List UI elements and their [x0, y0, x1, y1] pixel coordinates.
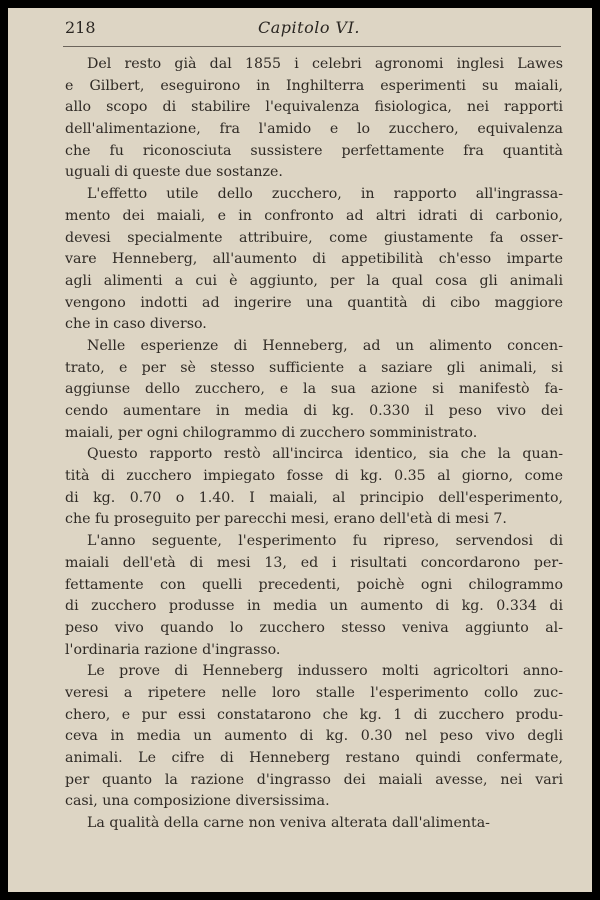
- text-line: vengono indotti ad ingerire una quantità di cibo maggiore: [65, 294, 563, 311]
- text-line: Del resto già dal 1855 i celebri agronomi inglesi Lawes: [87, 56, 563, 72]
- body-text: [65, 54, 563, 835]
- text-line: agli alimenti a cui è aggiunto, per la qual cosa gli animali: [65, 272, 563, 289]
- text-line: L'effetto utile dello zucchero, in rapporto all'ingrassa-: [87, 186, 563, 203]
- text-line: Questo rapporto restò all'incirca identico, sia che la quan-: [87, 446, 563, 463]
- page-scan: [8, 8, 592, 892]
- text-line: chero, e pur essi constatarono che kg. 1 di zucchero produ-: [65, 706, 563, 723]
- text-line: Nelle esperienze di Henneberg, ad un alimento concen-: [87, 337, 563, 354]
- text-line: l'ordinaria razione d'ingrasso.: [65, 641, 281, 658]
- text-line: maiali dell'età di mesi 13, ed i risultati concordarono per-: [65, 554, 563, 571]
- text-line: maiali, per ogni chilogrammo di zucchero somministrato.: [65, 424, 478, 441]
- text-line: trato, e per sè stesso sufficiente a saziare gli animali, si: [65, 359, 563, 376]
- text-line: che fu proseguito per parecchi mesi, erano dell'età di mesi 7.: [65, 511, 507, 528]
- text-line: vare Henneberg, all'aumento di appetibilità ch'esso imparte: [65, 251, 563, 268]
- text-line: e Gilbert, eseguirono in Inghilterra esperimenti su maiali,: [65, 77, 563, 94]
- page-number: 218: [65, 18, 96, 37]
- text-line: uguali di queste due sostanze.: [65, 164, 283, 181]
- text-line: veresi a ripetere nelle loro stalle l'esperimento collo zuc-: [65, 684, 563, 701]
- text-line: di zucchero produsse in media un aumento di kg. 0.334 di: [65, 598, 563, 615]
- text-line: dell'alimentazione, fra l'amido e lo zucchero, equivalenza: [65, 121, 563, 138]
- text-line: L'anno seguente, l'esperimento fu ripreso, servendosi di: [87, 533, 563, 550]
- text-line: casi, una composizione diversissima.: [65, 793, 330, 810]
- text-line: Le prove di Henneberg indussero molti agricoltori anno-: [87, 663, 563, 680]
- text-line: per quanto la razione d'ingrasso dei maiali avesse, nei vari: [65, 771, 563, 788]
- text-line: La qualità della carne non veniva alterata dall'alimenta-: [87, 815, 490, 832]
- text-line: fettamente con quelli precedenti, poichè ogni chilogrammo: [65, 576, 563, 593]
- running-head: Capitolo VI.: [258, 18, 360, 37]
- text-line: che in caso diverso.: [65, 316, 207, 333]
- header-rule: [63, 46, 561, 47]
- text-line: cendo aumentare in media di kg. 0.330 il peso vivo dei: [65, 403, 563, 419]
- text-line: animali. Le cifre di Henneberg restano quindi confermate,: [65, 750, 563, 766]
- text-line: che fu riconosciuta sussistere perfettamente fra quantità: [65, 142, 563, 159]
- text-line: tità di zucchero impiegato fosse di kg. 0.35 al giorno, come: [65, 468, 563, 485]
- text-line: peso vivo quando lo zucchero stesso veniva aggiunto al-: [65, 619, 563, 636]
- text-line: aggiunse dello zucchero, e la sua azione si manifestò fa-: [65, 381, 563, 398]
- text-line: devesi specialmente attribuire, come giustamente fa osser-: [65, 229, 563, 246]
- text-line: allo scopo di stabilire l'equivalenza fisiologica, nei rapporti: [65, 99, 563, 116]
- text-line: ceva in media un aumento di kg. 0.30 nel peso vivo degli: [65, 728, 563, 745]
- text-line: mento dei maiali, e in confronto ad altri idrati di carbonio,: [65, 207, 563, 224]
- text-line: di kg. 0.70 o 1.40. I maiali, al principio dell'esperimento,: [65, 489, 563, 506]
